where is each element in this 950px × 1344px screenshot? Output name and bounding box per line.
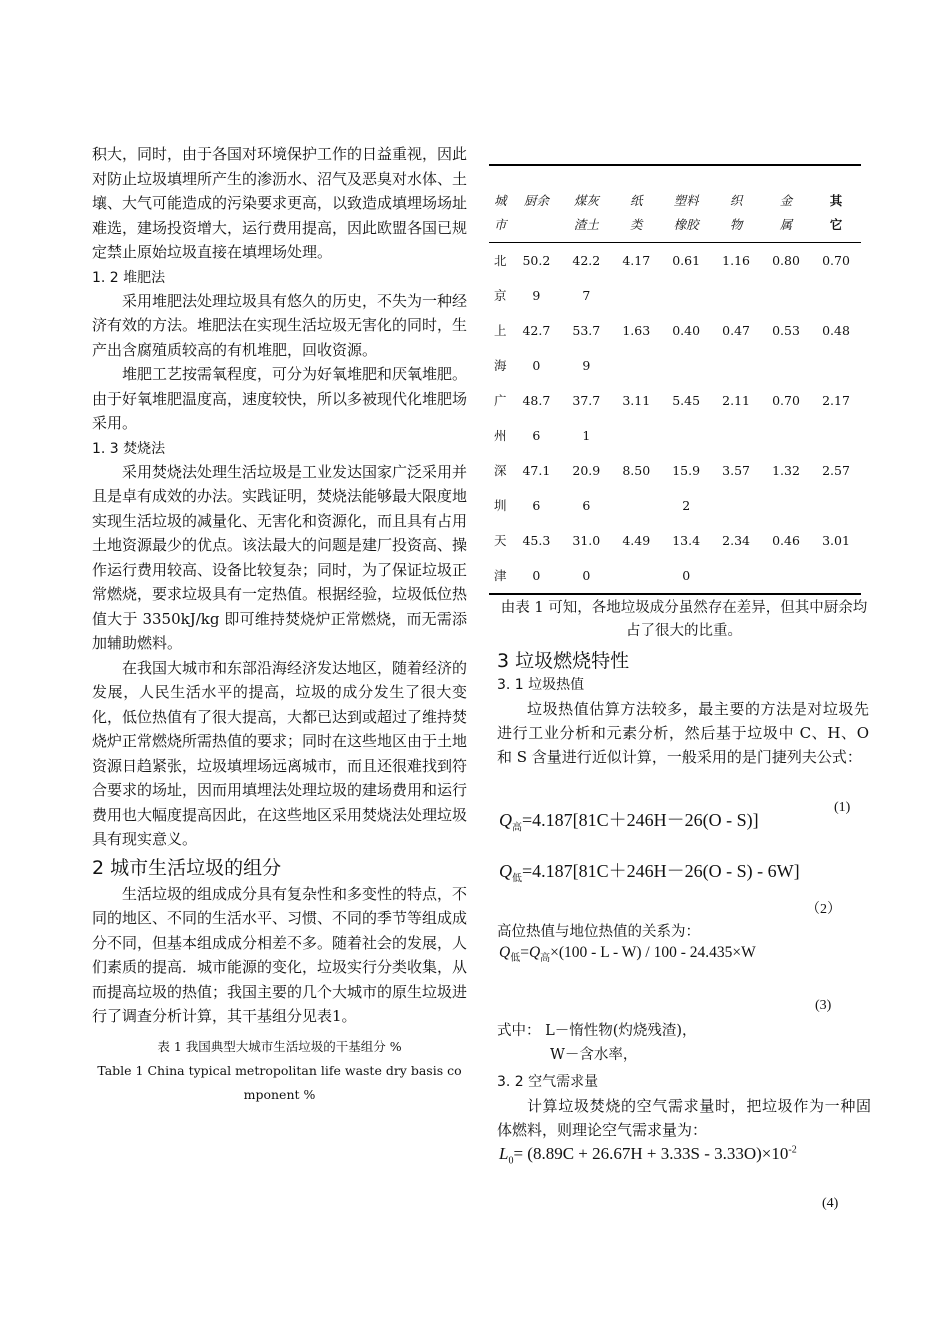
- formula-2-subscript: 低: [512, 873, 522, 885]
- table-header-cell: [811, 165, 861, 243]
- table-header-line: 塑料: [673, 193, 699, 208]
- table-header-line: 厨余: [523, 193, 549, 208]
- paragraph-incineration-intro: 采用焚烧法处理生活垃圾是工业发达国家广泛采用并且是卓有成效的办法。实践证明，焚烧法能够最大限度地实现生活垃圾的减量化、无害化和资源化，而且具有占用土地资源最少的优点。该法最大的问题是建厂投资高、操作运行费用较高、设备比较复杂；同时，为了保证垃圾正常燃烧，要求垃圾具有一定热值。根据经验，垃圾低位热值大于 3350kJ/kg 即可维持焚烧炉正常燃烧，而无需添加辅助燃料。: [92, 462, 468, 652]
- table-cell: [761, 243, 811, 314]
- paragraph-air-demand: 计算垃圾焚烧的空气需求量时，把垃圾作为一种固体燃料，则理论空气需求量为：: [497, 1097, 871, 1139]
- table-caption-english-line1: Table 1 China typical metropolitan life waste dry basis co: [97, 1062, 462, 1078]
- table-cell-line: [761, 488, 811, 523]
- table-cell-line: 2: [682, 498, 691, 513]
- table-cell: [711, 453, 761, 523]
- table-cell-line: 1.63: [622, 323, 651, 338]
- heading-3-combustion: 3 垃圾燃烧特性: [497, 650, 630, 672]
- table-cell: [611, 243, 661, 314]
- formula-3-subscript-high: 高: [540, 953, 551, 965]
- heading-1-3-incineration: 1. 3 焚烧法: [92, 440, 166, 457]
- table-header-line: 类: [629, 217, 643, 232]
- table-cell: [811, 243, 861, 314]
- table-cell-line: [661, 348, 711, 383]
- table-row: [489, 243, 861, 314]
- table-cell: [661, 243, 711, 314]
- table-cell: [511, 523, 561, 594]
- table-row: [489, 313, 861, 383]
- table-header-line: 其: [829, 193, 843, 208]
- paragraph-composting-intro: 采用堆肥法处理垃圾具有悠久的历史，不失为一种经济有效的方法。堆肥法在实现生活垃圾无害化的同时，生产出含腐殖质较高的有机堆肥，回收资源。: [92, 291, 468, 359]
- table-cell-line: 圳: [493, 498, 507, 513]
- table-cell-line: 4.49: [622, 533, 651, 548]
- table-header-line: 织: [729, 193, 743, 208]
- table-header-cell: [511, 165, 561, 243]
- table-cell: [661, 313, 711, 383]
- table-header-line: 渣土: [573, 217, 599, 232]
- table-cell-line: 6: [532, 498, 541, 513]
- table-cell-line: 53.7: [572, 323, 601, 338]
- table-cell-line: 50.2: [522, 253, 551, 268]
- formula-2-body: =4.187[81C＋246H－26(O - S) - 6W]: [522, 861, 800, 881]
- table-cell: [611, 453, 661, 523]
- table-cell-line: 0.80: [772, 253, 800, 268]
- table-cell-line: 广: [493, 393, 507, 408]
- table-cell-line: 5.45: [672, 393, 701, 408]
- table-cell-line: [711, 348, 761, 383]
- heading-2-waste-composition: 2 城市生活垃圾的组分: [92, 856, 282, 879]
- table-cell-line: [811, 418, 861, 453]
- table-cell-line: [661, 278, 711, 313]
- table-cell-line: [711, 418, 761, 453]
- table-cell-line: 0: [532, 568, 541, 583]
- table-cell: [489, 453, 511, 523]
- table-row: [489, 453, 861, 523]
- where-inert: 式中： L－惰性物(灼烧残渣)，: [497, 1023, 697, 1039]
- table-caption-english-line2: mponent %: [243, 1086, 316, 1102]
- table-cell: [561, 313, 611, 383]
- waste-composition-table: [489, 164, 861, 595]
- paragraph-composting-process: 堆肥工艺按需氧程度，可分为好氧堆肥和厌氧堆肥。由于好氧堆肥温度高，速度较快，所以多被现代化堆肥场采用。: [92, 365, 468, 432]
- table-cell: [489, 523, 511, 594]
- table-cell-line: 0.46: [772, 533, 800, 548]
- table-cell-line: [611, 278, 661, 313]
- table-cell-line: 海: [493, 358, 507, 373]
- table-cell-line: 州: [493, 428, 507, 443]
- table-cell-line: [611, 418, 661, 453]
- table-header-line: 属: [779, 217, 793, 232]
- table-cell-line: 42.7: [522, 323, 551, 338]
- paragraph-landfill-end: 积大，同时，由于各国对环境保护工作的日益重视，因此对防止垃圾填埋所产生的渗沥水、沼气及恶臭对水体、土壤、大气可能造成的污染要求更高，以致造成填埋场场址难选，建场投资增大，运行费用提高，因此欧盟各国已规定禁止原始垃圾直接在填埋场处理。: [92, 145, 468, 261]
- table-cell-line: [611, 348, 661, 383]
- paragraph-relation: 高位热值与地位热值的关系为：: [497, 924, 700, 940]
- table-cell-line: [711, 488, 761, 523]
- table-cell: [561, 383, 611, 453]
- table-cell-line: 3.57: [722, 463, 750, 478]
- table-header-line: 它: [829, 217, 843, 232]
- heading-1-2-composting: 1. 2 堆肥法: [92, 269, 166, 286]
- table-row: [489, 523, 861, 594]
- table-cell-line: 0: [682, 568, 691, 583]
- table-cell-line: 6: [582, 498, 591, 513]
- table-cell: [489, 383, 511, 453]
- table-cell-line: 北: [493, 253, 507, 268]
- table-body: [489, 243, 861, 595]
- table-cell-line: 37.7: [572, 393, 601, 408]
- table-cell: [561, 453, 611, 523]
- table-cell-line: 13.4: [672, 533, 701, 548]
- table-cell-line: 20.9: [572, 463, 601, 478]
- table-cell: [761, 453, 811, 523]
- table-cell-line: 42.2: [572, 253, 601, 268]
- table-cell-line: 48.7: [522, 393, 551, 408]
- formula-2-number: （2）: [806, 902, 841, 917]
- formula-4-superscript: -2: [788, 1144, 797, 1156]
- table-cell: [611, 383, 661, 453]
- where-moisture: W－含水率，: [550, 1047, 638, 1063]
- formula-4-body: = (8.89C + 26.67H + 3.33S - 3.33O)×10: [513, 1144, 789, 1163]
- table-cell: [561, 523, 611, 594]
- table-cell-line: [811, 488, 861, 523]
- formula-1-number: (1): [834, 800, 851, 815]
- table-cell: [711, 313, 761, 383]
- table-cell-line: 1: [582, 428, 591, 443]
- table-cell-line: 2.17: [822, 393, 850, 408]
- table-cell-line: 2.34: [722, 533, 750, 548]
- paragraph-heat-value: 垃圾热值估算方法较多，最主要的方法是对垃圾先进行工业分析和元素分析，然后基于垃圾中 C、H、O 和 S 含量进行近似计算，一般采用的是门捷列夫公式：: [497, 700, 869, 766]
- table-header-cell: [711, 165, 761, 243]
- table-cell: [761, 383, 811, 453]
- table-header-cell: [661, 165, 711, 243]
- table-header-line: 煤灰: [573, 193, 599, 208]
- table-cell: [661, 453, 711, 523]
- table-cell-line: 深: [493, 463, 507, 478]
- table-cell: [661, 383, 711, 453]
- table-cell-line: 0.61: [672, 253, 701, 268]
- table-cell-line: [711, 278, 761, 313]
- table-cell: [611, 313, 661, 383]
- table-cell-line: [761, 348, 811, 383]
- table-cell-line: 2.11: [722, 393, 750, 408]
- table-cell-line: 3.01: [822, 533, 850, 548]
- table-cell-line: [811, 278, 861, 313]
- table-cell-line: 0: [582, 568, 591, 583]
- formula-3-number: (3): [815, 998, 832, 1013]
- table-cell-line: 0: [532, 358, 541, 373]
- table-cell: [761, 523, 811, 594]
- table-cell-line: 0.47: [722, 323, 750, 338]
- table-header-cell: [561, 165, 611, 243]
- table-header-line: [511, 205, 561, 225]
- table-cell-line: [661, 418, 711, 453]
- table-cell-line: 0.53: [772, 323, 800, 338]
- formula-4-number: (4): [822, 1196, 839, 1211]
- table-cell-line: 47.1: [522, 463, 551, 478]
- table-cell: [811, 523, 861, 594]
- table-cell: [561, 243, 611, 314]
- table-cell: [811, 383, 861, 453]
- table-cell: [811, 453, 861, 523]
- formula-4-subscript: 0: [508, 1155, 514, 1167]
- paragraph-table-summary: 由表 1 可知，各地垃圾成分虽然存在差异，但其中厨余均占了很大的比重。: [500, 600, 868, 639]
- table-cell-line: 15.9: [672, 463, 701, 478]
- table-cell-line: 0.70: [822, 253, 850, 268]
- table-cell-line: 9: [582, 358, 591, 373]
- table-cell-line: [761, 558, 811, 593]
- table-cell-line: 3.11: [622, 393, 651, 408]
- table-header-cell: [489, 165, 511, 243]
- formula-1: $Q_高=4.187[81C+246H-26(O - S)]$: [499, 810, 759, 834]
- table-header-cell: [611, 165, 661, 243]
- paragraph-incineration-china: 在我国大城市和东部沿海经济发达地区，随着经济的发展，人民生活水平的提高，垃圾的成分发生了很大变化，低位热值有了很大提高，大都已达到或超过了维持焚烧炉正常燃烧所需热值的要求；同时在这些地区由于土地资源日趋紧张，垃圾填埋场远离城市，而且还很难找到符合要求的场址，因而用填埋法处理垃圾的建场费用和运行费用也大幅度提高因此，在这些地区采用焚烧法处理垃圾具有现实意义。: [92, 658, 468, 848]
- table-cell-line: 0.70: [772, 393, 800, 408]
- table-cell-line: 7: [582, 288, 591, 303]
- table-cell: [711, 383, 761, 453]
- formula-1-subscript: 高: [512, 822, 522, 834]
- table-cell: [511, 243, 561, 314]
- table-cell-line: 1.16: [722, 253, 750, 268]
- heading-3-2-air-demand: 3. 2 空气需求量: [497, 1074, 599, 1090]
- table-header-line: 纸: [629, 193, 643, 208]
- formula-4: $L_0= (8.89C + 26.67H + 3.33S - 3.33O)\times 10^{-2}$: [499, 1144, 797, 1167]
- table-cell-line: 天: [493, 533, 507, 548]
- table-cell-line: 0.48: [822, 323, 850, 338]
- table-header-row: [489, 165, 861, 243]
- table-cell: [511, 383, 561, 453]
- table-cell-line: 京: [493, 288, 507, 303]
- heading-3-1-heat-value: 3. 1 垃圾热值: [497, 677, 585, 693]
- table-cell-line: 31.0: [572, 533, 601, 548]
- formula-3: $Q_低=Q_高\times(100 - L - W) / 100 - 24.435\times W$: [499, 944, 756, 965]
- table-cell-line: 津: [493, 568, 507, 583]
- table-cell-line: 4.17: [622, 253, 651, 268]
- table-cell-line: 1.32: [772, 463, 800, 478]
- table-cell-line: [811, 558, 861, 593]
- table-header-line: 橡胶: [673, 217, 699, 232]
- table-cell-line: [761, 278, 811, 313]
- left-column: [92, 142, 467, 1107]
- table-cell-line: [761, 418, 811, 453]
- table-caption-chinese: 表 1 我国典型大城市生活垃圾的干基组分 %: [157, 1038, 402, 1054]
- table-cell-line: [611, 488, 661, 523]
- table-row: [489, 383, 861, 453]
- table-header-line: 金: [779, 193, 793, 208]
- table-cell-line: 6: [532, 428, 541, 443]
- table-cell: [489, 243, 511, 314]
- table-cell: [661, 523, 711, 594]
- table-header-cell: [761, 165, 811, 243]
- table-cell: [711, 523, 761, 594]
- formula-3-body: ×(100 - L - W) / 100 - 24.435×W: [550, 944, 756, 961]
- table-cell: [611, 523, 661, 594]
- formula-1-body: =4.187[81C＋246H－26(O - S)]: [522, 810, 759, 830]
- table-cell: [761, 313, 811, 383]
- table-cell: [811, 313, 861, 383]
- paragraph-composition: 生活垃圾的组成成分具有复杂性和多变性的特点，不同的地区、不同的生活水平、习惯、不同的季节等组成成分不同，但基本组成成分相差不多。随着社会的发展，人们素质的提高．城市能源的变化，垃圾实行分类收集，从而提高垃圾的热值；我国主要的几个大城市的原生垃圾进行了调查分析计算，其干基组分见表1。: [92, 884, 468, 1025]
- table-cell-line: [611, 558, 661, 593]
- table-header-line: 市: [493, 217, 507, 232]
- table-cell-line: 0.40: [672, 323, 701, 338]
- table-header-line: 城: [493, 193, 507, 208]
- table-cell-line: 上: [493, 323, 507, 338]
- table-cell-line: [711, 558, 761, 593]
- formula-3-equals: =: [520, 944, 529, 961]
- table-cell: [511, 453, 561, 523]
- table-cell-line: 9: [532, 288, 541, 303]
- table-cell: [489, 313, 511, 383]
- table-cell-line: [811, 348, 861, 383]
- table-cell-line: 2.57: [822, 463, 850, 478]
- table-cell-line: 8.50: [622, 463, 651, 478]
- formula-2: $Q_低=4.187[81C+246H-26(O - S) - 6W]$: [499, 861, 800, 885]
- table-cell-line: 45.3: [522, 533, 551, 548]
- table-header-line: 物: [729, 217, 743, 232]
- formula-3-subscript-low: 低: [510, 953, 521, 965]
- table-cell: [711, 243, 761, 314]
- table-cell: [511, 313, 561, 383]
